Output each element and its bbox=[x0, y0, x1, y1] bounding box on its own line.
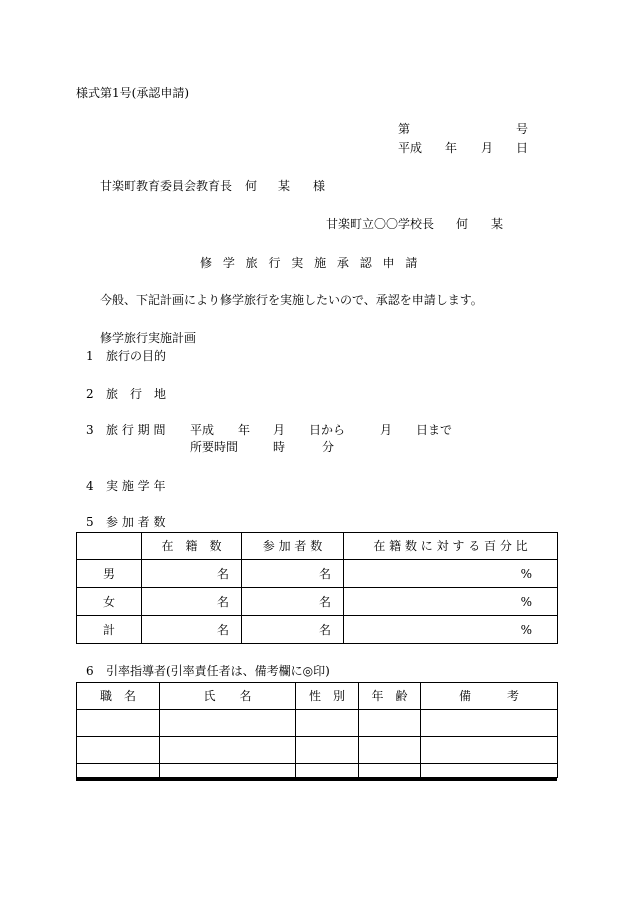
name-cell[interactable] bbox=[160, 764, 296, 778]
enrolled-cell[interactable]: 名 bbox=[142, 560, 242, 588]
table-row bbox=[77, 616, 558, 644]
table-row bbox=[77, 560, 558, 588]
period-month: 月 bbox=[273, 423, 286, 437]
table-row bbox=[77, 737, 558, 764]
date-year: 年 bbox=[445, 141, 458, 155]
header-participants: 参 加 者 数 bbox=[242, 533, 344, 560]
age-cell[interactable] bbox=[359, 710, 421, 737]
position-cell[interactable] bbox=[77, 737, 160, 764]
sender-name-family: 何 bbox=[456, 217, 469, 231]
header-name: 氏 名 bbox=[160, 683, 296, 710]
item-3-number: 3 bbox=[86, 423, 94, 437]
sender-name-given: 某 bbox=[491, 217, 504, 231]
period-year: 年 bbox=[238, 423, 251, 437]
participants-cell[interactable]: 名 bbox=[242, 588, 344, 616]
participants-header-row bbox=[77, 533, 558, 560]
item-6-label: 引率指導者(引率責任者は、備考欄に◎印) bbox=[106, 664, 330, 678]
recipient-office: 甘楽町教育委員会教育長 bbox=[100, 179, 233, 193]
item-1-number: 1 bbox=[86, 349, 94, 363]
item-2-number: 2 bbox=[86, 387, 94, 401]
item-3-label: 旅 行 期 間 bbox=[106, 423, 166, 437]
required-hours: 時 bbox=[273, 440, 286, 454]
header-gender: 性 別 bbox=[296, 683, 359, 710]
period-to: 日まで bbox=[416, 423, 453, 437]
enrolled-cell[interactable]: 名 bbox=[142, 616, 242, 644]
required-minutes: 分 bbox=[322, 440, 335, 454]
header-percentage: 在 籍 数 に 対 す る 百 分 比 bbox=[344, 533, 558, 560]
item-4-label: 実 施 学 年 bbox=[106, 479, 166, 493]
plan-heading: 修学旅行実施計画 bbox=[100, 331, 197, 345]
table-bottom-border bbox=[76, 778, 557, 781]
document-title: 修 学 旅 行 実 施 承 認 申 請 bbox=[200, 256, 418, 270]
header-remarks: 備 考 bbox=[421, 683, 558, 710]
header-blank bbox=[77, 533, 142, 560]
position-cell[interactable] bbox=[77, 710, 160, 737]
row-label: 計 bbox=[77, 616, 142, 644]
recipient-name-given: 某 bbox=[278, 179, 291, 193]
gender-cell[interactable] bbox=[296, 710, 359, 737]
required-time-label: 所要時間 bbox=[190, 440, 239, 454]
table-row bbox=[77, 588, 558, 616]
date-month: 月 bbox=[481, 141, 494, 155]
percent-cell[interactable]: % bbox=[344, 588, 558, 616]
leaders-header-row bbox=[77, 683, 558, 710]
remarks-cell[interactable] bbox=[421, 710, 558, 737]
document-number-suffix: 号 bbox=[516, 122, 529, 136]
item-4-number: 4 bbox=[86, 479, 94, 493]
date-era: 平成 bbox=[398, 141, 423, 155]
participants-table bbox=[76, 532, 558, 644]
document-number-prefix: 第 bbox=[398, 122, 411, 136]
item-6-number: 6 bbox=[86, 664, 94, 678]
sender-office: 甘楽町立〇〇学校長 bbox=[326, 217, 435, 231]
position-cell[interactable] bbox=[77, 764, 160, 778]
header-enrolled: 在 籍 数 bbox=[142, 533, 242, 560]
date-day: 日 bbox=[516, 141, 529, 155]
participants-cell[interactable]: 名 bbox=[242, 560, 344, 588]
row-label: 女 bbox=[77, 588, 142, 616]
percent-cell[interactable]: % bbox=[344, 560, 558, 588]
recipient-honorific: 様 bbox=[313, 179, 326, 193]
period-month-end: 月 bbox=[380, 423, 393, 437]
form-number: 様式第1号(承認申請) bbox=[76, 86, 189, 100]
item-1-label: 旅行の目的 bbox=[106, 349, 167, 363]
intro-text: 今般、下記計画により修学旅行を実施したいので、承認を申請します。 bbox=[100, 293, 483, 307]
gender-cell[interactable] bbox=[296, 737, 359, 764]
participants-cell[interactable]: 名 bbox=[242, 616, 344, 644]
enrolled-cell[interactable]: 名 bbox=[142, 588, 242, 616]
percent-cell[interactable]: % bbox=[344, 616, 558, 644]
recipient-name-family: 何 bbox=[245, 179, 258, 193]
period-from: 日から bbox=[309, 423, 346, 437]
remarks-cell[interactable] bbox=[421, 737, 558, 764]
item-5-number: 5 bbox=[86, 515, 94, 529]
header-position: 職 名 bbox=[77, 683, 160, 710]
name-cell[interactable] bbox=[160, 737, 296, 764]
period-era: 平成 bbox=[190, 423, 215, 437]
leaders-table bbox=[76, 682, 558, 778]
item-5-label: 参 加 者 数 bbox=[106, 515, 166, 529]
table-row bbox=[77, 764, 558, 778]
remarks-cell[interactable] bbox=[421, 764, 558, 778]
header-age: 年 齢 bbox=[359, 683, 421, 710]
item-2-label: 旅 行 地 bbox=[106, 387, 167, 401]
table-row bbox=[77, 710, 558, 737]
name-cell[interactable] bbox=[160, 710, 296, 737]
age-cell[interactable] bbox=[359, 764, 421, 778]
age-cell[interactable] bbox=[359, 737, 421, 764]
row-label: 男 bbox=[77, 560, 142, 588]
gender-cell[interactable] bbox=[296, 764, 359, 778]
